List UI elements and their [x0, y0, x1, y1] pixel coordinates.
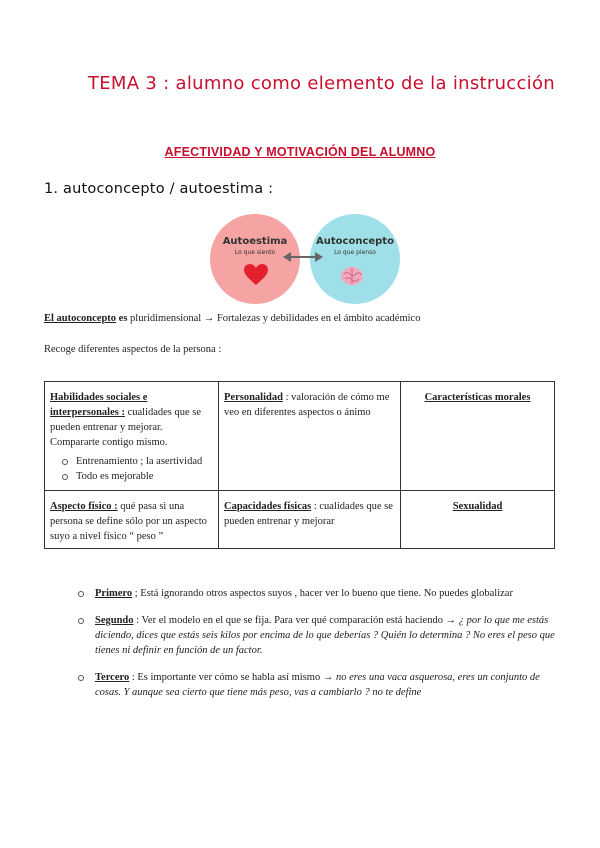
capacidades-heading: Capacidades físicas [224, 501, 312, 512]
fisico-text: qué pasa si una persona se define sólo por un aspecto suyo a nivel físico “ peso ” [50, 501, 207, 542]
cell-personalidad [219, 382, 401, 491]
habilidades-list [50, 454, 213, 484]
connector-word: es [118, 313, 128, 324]
list-item [95, 613, 557, 658]
cell-capacidades [219, 491, 401, 549]
list-item [95, 586, 557, 601]
document-title: TEMA 3 : alumno como elemento de la instrucción [87, 73, 555, 94]
personalidad-heading: Personalidad [224, 392, 283, 403]
heart-icon [244, 264, 268, 286]
bullet-text: ; Está ignorando otros aspectos suyos , hacer ver lo bueno que tiene. No puedes globalizar [134, 588, 513, 599]
autoconcepto-subtitle: Lo que pienso [334, 249, 376, 256]
morales-heading: Características morales [424, 392, 531, 403]
advice-list [95, 586, 557, 712]
recoge-text: Recoge diferentes aspectos de la persona : [44, 344, 222, 355]
cell-habilidades [45, 382, 219, 491]
list-item [95, 670, 557, 700]
section-heading: 1. autoconcepto / autoestima : [44, 181, 274, 197]
cell-fisico [45, 491, 219, 549]
bullet-label: Tercero [95, 672, 130, 683]
fisico-heading: Aspecto físico : [50, 501, 118, 512]
definition-text: pluridimensional → Fortalezas y debilidades en el ámbito académico [130, 313, 421, 324]
aspects-table [44, 381, 555, 549]
capacidades-text: : cualidades que se pueden entrenar y mejorar [224, 501, 393, 527]
list-item: Todo es mejorable [76, 469, 213, 484]
bullet-label: Segundo [95, 615, 134, 626]
autoconcepto-term: El autoconcepto [44, 313, 117, 324]
bullet-text: : Es importante ver cómo se habla así mismo → [131, 672, 334, 683]
sexualidad-heading: Sexualidad [452, 501, 503, 512]
cell-morales [401, 382, 555, 491]
bullet-label: Primero [95, 588, 133, 599]
habilidades-text: cualidades que se pueden entrenar y mejorar. Compararte contigo mismo. [50, 407, 202, 448]
autoestima-subtitle: Lo que siento [234, 249, 276, 256]
bullet-text: : Ver el modelo en el que se fija. Para ver qué comparación está haciendo → [136, 615, 457, 626]
cell-sexualidad [401, 491, 555, 549]
personalidad-text: : valoración de cómo me veo en diferentes aspectos o ánimo [224, 392, 390, 418]
autoconcepto-title: Autoconcepto [316, 236, 394, 247]
subtitle: AFECTIVIDAD Y MOTIVACIÓN DEL ALUMNO [164, 145, 436, 159]
list-item: Entrenamiento ; la asertividad [76, 454, 213, 469]
autoconcepto-circle [310, 214, 400, 304]
bullet-italic: no eres una vaca asquerosa, eres un conjunto de cosas. Y aunque sea cierto que tiene más peso, vas a cambiarlo ? no te define [95, 672, 540, 698]
double-arrow-icon [283, 250, 323, 264]
brain-icon [340, 266, 364, 286]
autoestima-title: Autoestima [222, 236, 288, 247]
habilidades-heading: Habilidades sociales e interpersonales : [50, 392, 148, 418]
bullet-italic: ¿ por lo que me estás diciendo, dices que estás seis kilos por encima de lo que deberías ? Quién lo determina ? No eres el peso que tienes ni definir en función de un factor. [95, 615, 555, 656]
autoconcepto-definition [44, 313, 420, 324]
